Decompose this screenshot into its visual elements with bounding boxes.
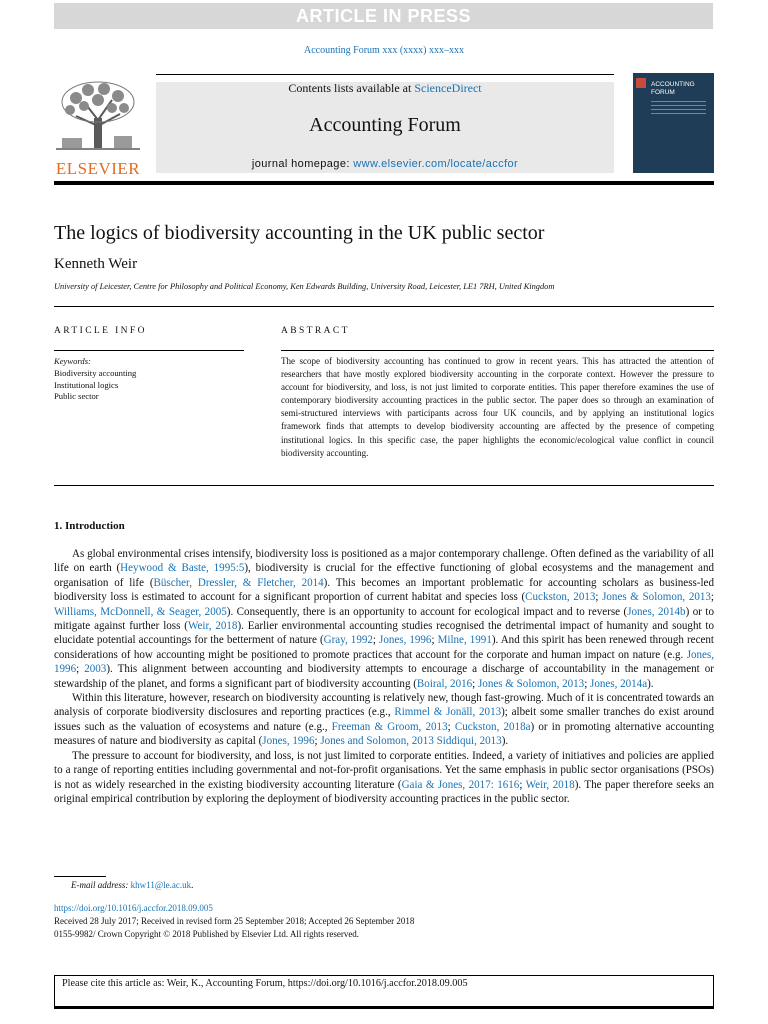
keywords-label: Keywords:	[54, 356, 91, 366]
email-footnote	[71, 880, 193, 890]
citation-link[interactable]: Jones, 1996	[262, 735, 315, 748]
paragraph-text: ;	[595, 591, 603, 604]
citation-link[interactable]: Williams, McDonnell, & Seager, 2005	[54, 605, 227, 618]
paragraph-text: ).	[501, 735, 509, 748]
keywords-block	[54, 356, 136, 403]
received-dates: Received 28 July 2017; Received in revised form 25 September 2018; Accepted 26 September 2018	[54, 916, 415, 926]
paragraph-text: ;	[447, 720, 455, 733]
journal-reference-link[interactable]: Accounting Forum xxx (xxxx) xxx–xxx	[304, 45, 464, 56]
citation-link[interactable]: Milne, 1991	[437, 634, 492, 647]
paragraph-text: ;	[472, 677, 478, 690]
paragraph-text: ). This becomes an important problematic for accounting scholars as business-led biodiversity loss is estimated to account for a significant proportion of current habitat and species loss (	[54, 576, 714, 604]
abstract-text: The scope of biodiversity accounting has continued to grow in recent years. This has attracted the attention of researchers that have mostly explored biodiversity accounting in the corporate context. However the pressure to account for biodiversity, and loss, is not just limited to corporate entities. This paper therefore examines the use of contemporary biodiversity accounting practices in the public sector. The paper does so through an examination of semi-structured interviews with participants across four UK councils, and by applying an institutional logics framework finds that attempts to develop biodiversity accounting are affected by the presence of competing institutional logics. In this specific case, the paper highlights the economic/ecological value conflict in council biodiversity accounting.	[281, 356, 714, 458]
citation-link[interactable]: Siddiqui, 2013	[436, 735, 502, 748]
paragraph-text: ) or to mitigate against further loss (	[54, 605, 714, 633]
author-name: Kenneth Weir	[54, 256, 138, 272]
footnote-rule	[54, 876, 106, 877]
header-divider	[156, 74, 614, 75]
doi-link[interactable]: https://doi.org/10.1016/j.accfor.2018.09.005	[54, 903, 213, 913]
citation-link[interactable]: Weir, 2018	[525, 778, 575, 791]
paragraph-text: ;	[710, 591, 714, 604]
citation-link[interactable]: Büscher, Dressler, & Fletcher, 2014	[153, 576, 324, 589]
abstract-divider	[281, 350, 714, 351]
journal-homepage-link[interactable]: www.elsevier.com/locate/accfor	[353, 158, 519, 170]
elsevier-tree-icon	[54, 80, 142, 152]
citation-link[interactable]: Gray, 1992	[323, 634, 373, 647]
citation-link[interactable]: Freeman & Groom, 2013	[331, 720, 448, 733]
citation-link[interactable]: Gaia & Jones, 2017: 1616	[401, 778, 520, 791]
citation-link[interactable]: Weir, 2018	[187, 620, 238, 633]
header-bottom-rule	[54, 181, 714, 185]
paragraph-text: ); albeit some smaller tranches do exist around issues such as the valuation of ecosystems and nature (e.g.,	[54, 706, 715, 733]
contents-prefix: Contents lists available at	[288, 81, 415, 95]
citation-link[interactable]: Rimmel & Jonäll, 2013	[394, 706, 502, 719]
abstract-heading: ABSTRACT	[281, 326, 350, 336]
paragraph-text: ;	[519, 778, 526, 791]
email-label: E-mail address:	[71, 880, 129, 890]
section-heading: 1. Introduction	[54, 520, 125, 532]
elsevier-logo	[54, 80, 142, 176]
contents-line	[156, 81, 614, 96]
paragraph-text: ). Earlier environmental accounting studies recognised the detrimental impact of humanity and sought to elucidate potential accountings for the betterment of nature (	[54, 620, 715, 647]
paragraph-text: ;	[584, 677, 591, 690]
keyword-item: Institutional logics	[54, 379, 119, 390]
citation-link[interactable]: Heywood & Baste, 1995:5	[120, 562, 245, 575]
paragraph-text: ;	[372, 634, 380, 647]
paragraph-text: ;	[314, 735, 321, 748]
paragraph-text: ). This alignment between accounting and biodiversity attempts to encourage a discharge of accountability in the management or stewardship of the planet, and forms a significant part of biodiversity accounting (	[54, 663, 714, 690]
copyright-line: 0155-9982/ Crown Copyright © 2018 Published by Elsevier Ltd. All rights reserved.	[54, 929, 360, 939]
paragraph-text: ;	[431, 634, 438, 647]
homepage-prefix: journal homepage:	[251, 158, 354, 170]
author-affiliation: University of Leicester, Centre for Philosophy and Political Economy, Ken Edwards Building, University Road, Leicester, LE1 7RH, United Kingdom	[54, 282, 555, 291]
paragraph-text: ;	[76, 663, 85, 676]
paragraph-text: The pressure to account for biodiversity, and loss, is not just limited to corporate entities. Indeed, a variety of initiatives and policies are applied to a range of reporting entities including governmental and not-for-profit organisations. Yet the same emphasis in public sector organisations (PSOs) is not as widely researched in the existing biodiversity accounting literature (	[54, 749, 714, 791]
journal-title: Accounting Forum	[309, 114, 461, 136]
divider	[54, 306, 714, 307]
paragraph-text: As global environmental crises intensify, biodiversity loss is positioned as a major contemporary challenge. Often defined as the variability of all life on earth (	[54, 548, 714, 575]
cover-text-lines	[651, 101, 706, 117]
cover-title: ACCOUNTING FORUM	[651, 81, 695, 96]
email-suffix: .	[191, 880, 194, 890]
citation-link[interactable]: 2003	[84, 663, 107, 676]
citation-link[interactable]: Jones & Solomon, 2013	[602, 591, 711, 604]
paragraph-text: ).	[647, 677, 654, 690]
banner-text: ARTICLE IN PRESS	[295, 5, 472, 26]
body-paragraph	[54, 749, 714, 807]
citation-link[interactable]: Jones, 2014a	[590, 677, 648, 690]
journal-header-box	[156, 82, 614, 173]
keyword-item: Public sector	[54, 391, 99, 402]
divider	[54, 485, 714, 486]
introduction-body	[54, 547, 714, 806]
cover-logo-square	[636, 78, 646, 88]
paragraph-text: Within this literature, however, research on biodiversity accounting is relatively new, though fast-growing. Much of it is concentrated towards an analysis of corporate biodiversity disclosures and reporting practices (e.g.,	[54, 692, 714, 719]
journal-cover-thumbnail	[633, 73, 714, 173]
elsevier-wordmark: ELSEVIER	[55, 159, 141, 178]
article-title: The logics of biodiversity accounting in the UK public sector	[54, 222, 545, 244]
email-link[interactable]: khw11@le.ac.uk	[130, 880, 192, 890]
citation-link[interactable]: Jones & Solomon, 2013	[478, 677, 585, 690]
citation-link[interactable]: Cuckston, 2018a	[454, 720, 531, 733]
paragraph-text: ). And this spirit has been renewed through recent considerations of how accounting might be positioned to promote practices that account for the corporate and human impact on nature (e.g.	[54, 634, 714, 661]
article-info-divider	[54, 350, 244, 351]
article-in-press-banner	[54, 3, 713, 29]
citation-link[interactable]: Jones, 1996	[379, 634, 432, 647]
citation-link[interactable]: Jones and Solomon, 2013	[320, 735, 434, 748]
citation-link[interactable]: Boiral, 2016	[416, 677, 473, 690]
sciencedirect-link[interactable]: ScienceDirect	[414, 81, 482, 95]
paragraph-text: ) or in promoting alternative accounting measures of nature and biodiversity as capital (	[54, 720, 714, 748]
citation-link[interactable]: Jones, 1996	[54, 648, 714, 676]
citation-box	[54, 975, 714, 1007]
article-info-heading: ARTICLE INFO	[54, 326, 147, 336]
paragraph-text: ). The paper therefore seeks an original empirical contribution by exploring the deployment of biodiversity accounting practices in the public sector.	[54, 778, 715, 805]
paragraph-text: ), biodiversity is crucial for the effective functioning of global ecosystems and the management and organisation of life (	[54, 562, 715, 589]
journal-homepage-line	[156, 158, 614, 170]
body-paragraph	[54, 547, 714, 691]
body-paragraph	[54, 691, 714, 749]
keyword-item: Biodiversity accounting	[54, 367, 137, 378]
citation-link[interactable]: Cuckston, 2013	[525, 591, 596, 604]
paragraph-text: ). Consequently, there is an opportunity to account for ecological impact and to reverse (	[226, 605, 628, 618]
citation-text: Please cite this article as: Weir, K., Accounting Forum, https://doi.org/10.1016/j.accfor.2018.09.005	[62, 978, 468, 989]
citation-link[interactable]: Jones, 2014b	[627, 605, 686, 618]
